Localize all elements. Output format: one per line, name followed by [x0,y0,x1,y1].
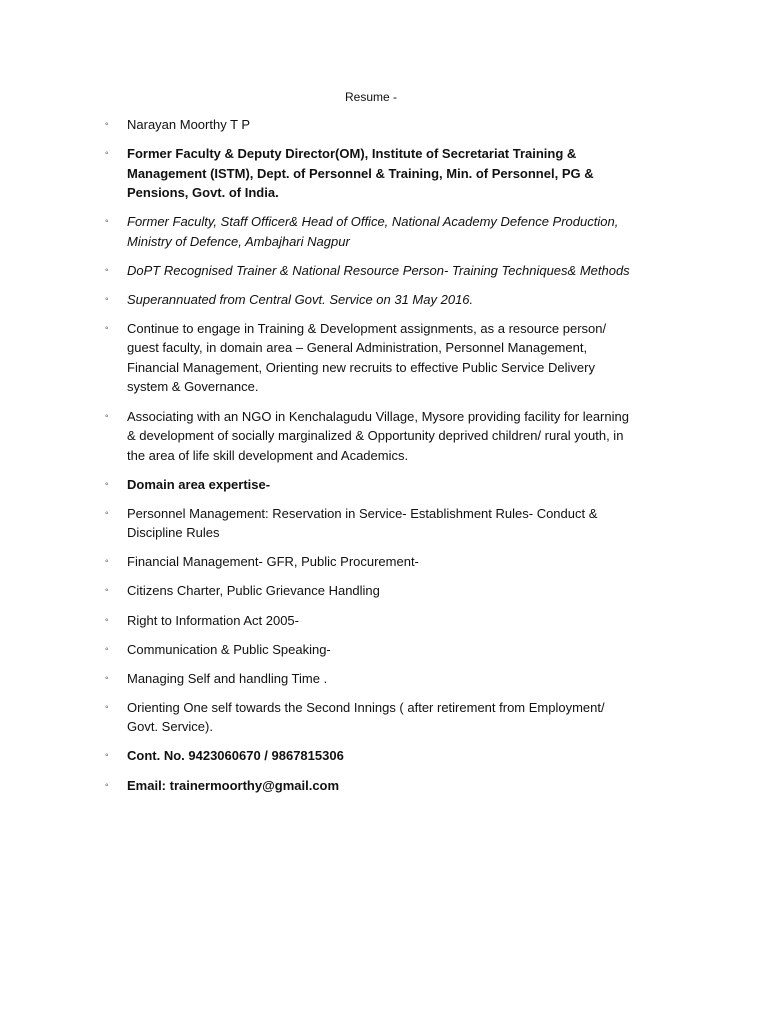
list-item [0,319,639,397]
list-item [0,611,639,631]
bullet-icon: ◦ [105,643,109,655]
list-item [0,640,639,660]
bullet-icon: ◦ [105,293,109,305]
list-item [0,407,639,466]
item-text: Communication & Public Speaking- [127,641,331,657]
item-text: Citizens Charter, Public Grievance Handling [127,583,380,599]
list-item [0,261,639,281]
bullet-icon: ◦ [105,556,109,568]
bullet-icon: ◦ [105,264,109,276]
bullet-icon: ◦ [105,672,109,684]
item-text: Former Faculty, Staff Officer& Head of Office, National Academy Defence Production, Ministry of Defence, Ambajhari Nagpur [127,214,619,249]
email-text: Email: trainermoorthy@gmail.com [127,777,340,793]
list-item [0,698,639,737]
item-text: Former Faculty & Deputy Director(OM), Institute of Secretariat Training & Management (ISTM), Dept. of Personnel & Training, Min. of Personnel, PG & Pensions, Govt. of India. [127,146,594,201]
resume-list [0,115,768,805]
list-item [0,746,639,766]
bullet-icon: ◦ [105,216,109,228]
bullet-icon: ◦ [105,779,109,791]
item-text: Continue to engage in Training & Development assignments, as a resource person/ guest faculty, in domain area – General Administration, Personnel Management, Financial Management, Orienting new recruits to effective Public Service Delivery system & Governance. [127,320,607,395]
list-item [0,504,639,543]
list-item [0,212,639,251]
bullet-icon: ◦ [105,701,109,713]
item-text: Narayan Moorthy T P [127,117,251,132]
list-item [0,290,639,310]
list-item [0,776,639,796]
bullet-icon: ◦ [105,585,109,597]
bullet-icon: ◦ [105,410,109,422]
bullet-icon: ◦ [105,478,109,490]
bullet-icon: ◦ [105,750,109,762]
item-text: Associating with an NGO in Kenchalagudu Village, Mysore providing facility for learning & development of socially marginalized & Opportunity deprived children/ rural youth, in the area of life skill development and Academics. [127,408,629,463]
bullet-icon: ◦ [105,614,109,626]
item-text: Financial Management- GFR, Public Procurement- [127,554,419,570]
item-text: Domain area expertise- [127,476,271,492]
document-title: Resume - [344,90,397,104]
bullet-icon: ◦ [105,148,109,160]
item-text: Managing Self and handling Time . [127,670,328,686]
list-item [0,475,639,495]
bullet-icon: ◦ [105,322,109,334]
bullet-icon: ◦ [105,507,109,519]
list-item [0,581,639,601]
bullet-icon: ◦ [105,119,109,130]
list-item [0,115,639,135]
list-item [0,144,639,203]
list-item [0,669,639,689]
item-text: DoPT Recognised Trainer & National Resource Person- Training Techniques& Methods [127,262,630,278]
list-item [0,552,639,572]
item-text: Right to Information Act 2005- [127,612,299,628]
contact-number: Cont. No. 9423060670 / 9867815306 [127,748,344,764]
item-text: Orienting One self towards the Second Innings ( after retirement from Employment/ Govt. Service). [127,699,605,735]
item-text: Personnel Management: Reservation in Service- Establishment Rules- Conduct & Discipline Rules [127,505,598,541]
item-text: Superannuated from Central Govt. Service on 31 May 2016. [127,291,474,307]
